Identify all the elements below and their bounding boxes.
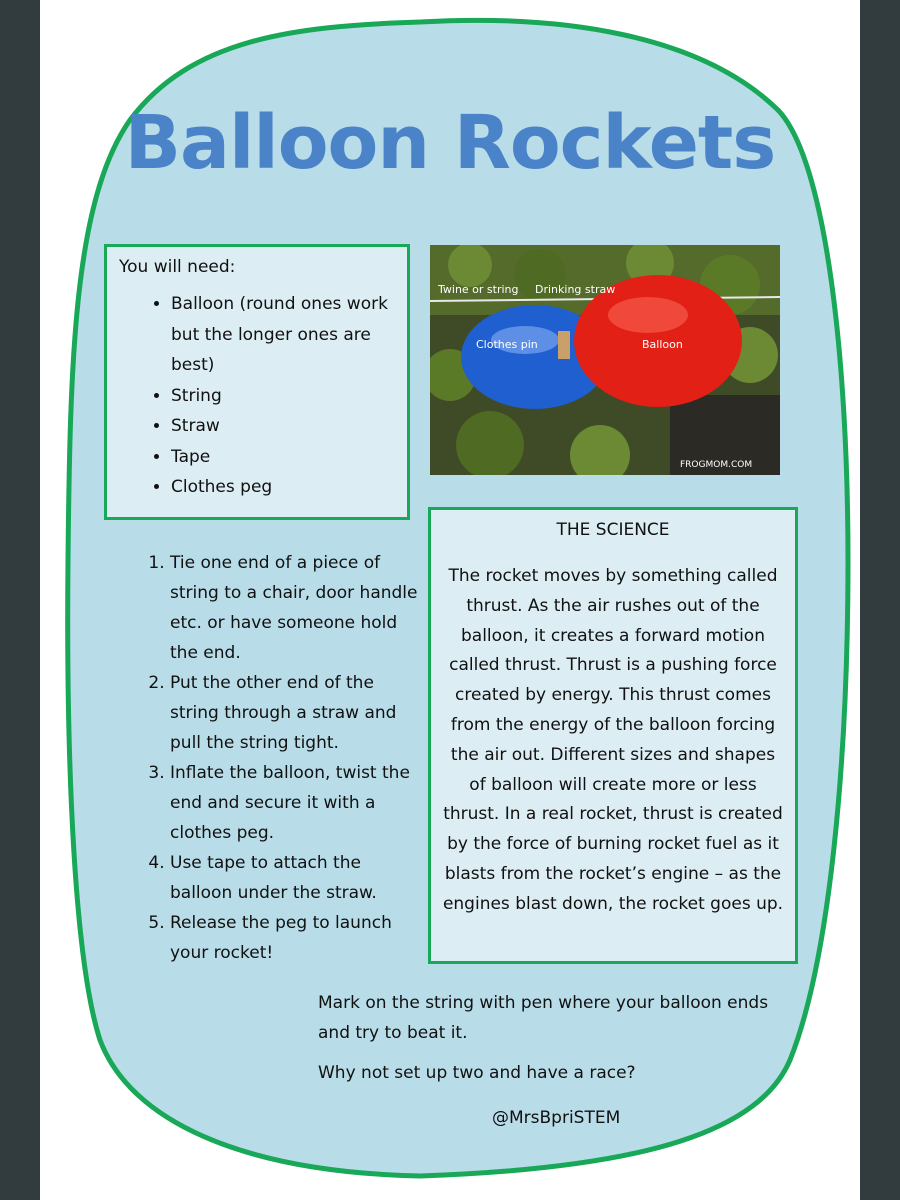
balloon-photo	[430, 245, 780, 475]
materials-item: • Balloon (round ones work but the longer ones are best)	[171, 289, 395, 381]
steps-list	[138, 548, 428, 968]
step-item: 4. Use tape to attach the balloon under the straw.	[170, 848, 428, 908]
materials-box	[104, 244, 410, 520]
author-handle: @MrsBpriSTEM	[492, 1108, 621, 1128]
page-title: Balloon Rockets	[124, 100, 776, 186]
photo-watermark: FROGMOM.COM	[680, 460, 753, 470]
materials-item: • Tape	[171, 442, 395, 473]
label-straw: Drinking straw	[535, 283, 616, 296]
materials-item: • Clothes peg	[171, 472, 395, 503]
footer-line-1: Mark on the string with pen where your balloon ends and try to beat it.	[318, 993, 769, 1043]
label-pin: Clothes pin	[476, 338, 538, 351]
materials-item: • Straw	[171, 411, 395, 442]
science-box	[428, 507, 798, 964]
photo-leaf	[448, 245, 492, 287]
clothes-pin-shape	[558, 331, 570, 359]
step-item: 2. Put the other end of the string through a straw and pull the string tight.	[170, 668, 428, 758]
step-item: 3. Inflate the balloon, twist the end and secure it with a clothes peg.	[170, 758, 428, 848]
label-twine: Twine or string	[438, 283, 519, 296]
label-balloon: Balloon	[642, 338, 683, 351]
red-balloon-shine	[608, 297, 688, 333]
materials-item: • String	[171, 381, 395, 412]
science-heading: THE SCIENCE	[556, 520, 670, 540]
science-text: The rocket moves by something called thrust. As the air rushes out of the balloon, it creates a forward motion called thrust. Thrust is a pushing force created by energy. This thrust comes from the energy of the balloon forcing the air out. Different sizes and shapes of balloon will create more or less thrust. In a real rocket, thrust is created by the force of burning rocket fuel as it blasts from the rocket’s engine – as the engines blast down, the rocket goes up.	[442, 566, 784, 914]
step-item: 5. Release the peg to launch your rocket!	[170, 908, 428, 968]
step-item: 1. Tie one end of a piece of string to a chair, door handle etc. or have someone hold the end.	[170, 548, 428, 668]
materials-heading: You will need:	[119, 257, 236, 277]
footer-line-2: Why not set up two and have a race?	[318, 1063, 636, 1083]
footer-notes	[318, 988, 778, 1096]
materials-list	[119, 289, 395, 503]
instructions	[138, 548, 428, 968]
